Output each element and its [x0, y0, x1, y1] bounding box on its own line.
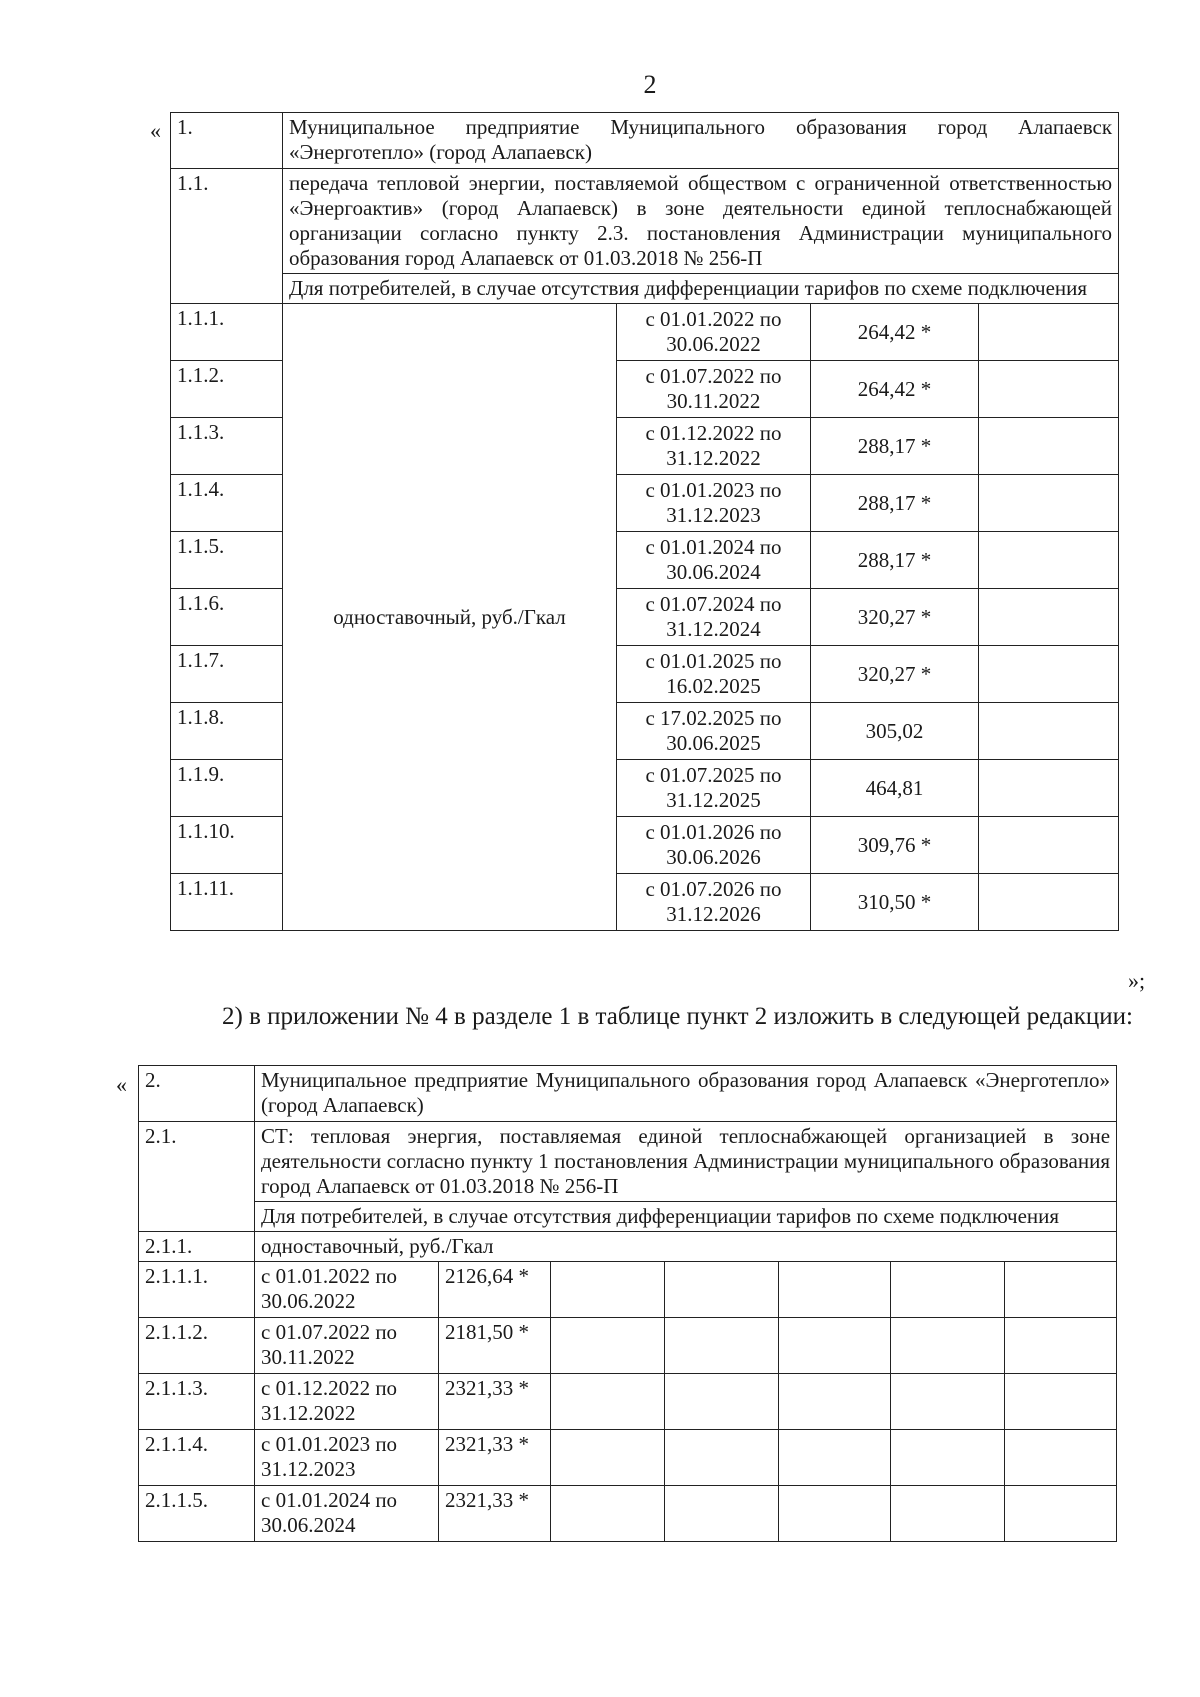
period-cell: с 01.01.2026 по 30.06.2026 [617, 817, 811, 874]
row-number: 1.1.5. [171, 532, 283, 589]
empty-cell [979, 361, 1119, 418]
empty-cell [665, 1262, 779, 1318]
tariff-value: 2126,64 * [439, 1262, 551, 1318]
t1-sub-text: передача тепловой энергии, поставляемой обществом с ограниченной ответственностью «Энергоактив» (город Алапаевск) в зоне деятельности единой теплоснабжающей организации согласно пункту 2.3. постановления Администрации муниципального образования город Алапаевск от 01.03.2018 № 256-П [283, 169, 1119, 274]
empty-cell [665, 1486, 779, 1542]
period-cell: с 01.07.2022 по 30.11.2022 [255, 1318, 439, 1374]
row-number: 1.1.6. [171, 589, 283, 646]
tariff-value: 264,42 * [811, 304, 979, 361]
tariff-value: 320,27 * [811, 646, 979, 703]
t2-consumers: Для потребителей, в случае отсутствия дифференциации тарифов по схеме подключения [255, 1202, 1117, 1232]
period-cell: с 01.01.2025 по 16.02.2025 [617, 646, 811, 703]
tariff-value: 288,17 * [811, 475, 979, 532]
empty-cell [979, 532, 1119, 589]
row-number: 1.1.4. [171, 475, 283, 532]
t1-consumers: Для потребителей, в случае отсутствия дифференциации тарифов по схеме подключения [283, 274, 1119, 304]
close-quote: »; [1128, 968, 1146, 993]
tariff-value: 309,76 * [811, 817, 979, 874]
empty-cell [665, 1318, 779, 1374]
tariff-value: 2321,33 * [439, 1430, 551, 1486]
empty-cell [979, 703, 1119, 760]
period-cell: с 01.07.2022 по 30.11.2022 [617, 361, 811, 418]
tariff-value: 264,42 * [811, 361, 979, 418]
period-cell: с 01.12.2022 по 31.12.2022 [617, 418, 811, 475]
period-cell: с 01.01.2023 по 31.12.2023 [255, 1430, 439, 1486]
empty-cell [665, 1430, 779, 1486]
row-number: 1.1.8. [171, 703, 283, 760]
empty-cell [979, 475, 1119, 532]
empty-cell [551, 1262, 665, 1318]
empty-cell [979, 646, 1119, 703]
row-number: 1.1.10. [171, 817, 283, 874]
row-number: 2.1.1.3. [139, 1374, 255, 1430]
period-cell: с 01.01.2022 по 30.06.2022 [617, 304, 811, 361]
empty-cell [979, 874, 1119, 931]
empty-cell [979, 760, 1119, 817]
period-cell: с 01.01.2022 по 30.06.2022 [255, 1262, 439, 1318]
period-cell: с 01.07.2024 по 31.12.2024 [617, 589, 811, 646]
tariff-value: 2181,50 * [439, 1318, 551, 1374]
tariff-value: 2321,33 * [439, 1374, 551, 1430]
period-cell: с 01.01.2024 по 30.06.2024 [255, 1486, 439, 1542]
page-number: 2 [643, 70, 657, 99]
t2-sub-no: 2.1. [139, 1122, 255, 1232]
row-number: 1.1.2. [171, 361, 283, 418]
empty-cell [979, 817, 1119, 874]
t2-section-no: 2. [139, 1066, 255, 1122]
empty-cell [1005, 1374, 1117, 1430]
empty-cell [779, 1262, 891, 1318]
empty-cell [551, 1374, 665, 1430]
period-cell: с 01.07.2026 по 31.12.2026 [617, 874, 811, 931]
row-number: 1.1.11. [171, 874, 283, 931]
empty-cell [779, 1318, 891, 1374]
empty-cell [551, 1486, 665, 1542]
tariff-value: 288,17 * [811, 418, 979, 475]
empty-cell [1005, 1486, 1117, 1542]
row-number: 1.1.1. [171, 304, 283, 361]
tariff-value: 320,27 * [811, 589, 979, 646]
tariff-value: 2321,33 * [439, 1486, 551, 1542]
tariff-value: 464,81 [811, 760, 979, 817]
table-row [139, 1374, 1117, 1430]
empty-cell [979, 418, 1119, 475]
rate-type: одноставочный, руб./Гкал [283, 304, 617, 931]
empty-cell [979, 304, 1119, 361]
t1-section-no: 1. [171, 113, 283, 169]
empty-cell [891, 1262, 1005, 1318]
row-number: 2.1.1.4. [139, 1430, 255, 1486]
t2-org-name: Муниципальное предприятие Муниципального образования город Алапаевск «Энерготепло» (город Алапаевск) [255, 1066, 1117, 1122]
table-row [139, 1318, 1117, 1374]
period-cell: с 01.07.2025 по 31.12.2025 [617, 760, 811, 817]
tariff-value: 305,02 [811, 703, 979, 760]
t1-org-name: Муниципальное предприятие Муниципального образования город Алапаевск «Энерготепло» (город Алапаевск) [283, 113, 1119, 169]
t2-rate-type: одноставочный, руб./Гкал [255, 1232, 1117, 1262]
period-cell: с 17.02.2025 по 30.06.2025 [617, 703, 811, 760]
empty-cell [551, 1318, 665, 1374]
row-number: 1.1.3. [171, 418, 283, 475]
row-number: 2.1.1.5. [139, 1486, 255, 1542]
t2-sub-text: СТ: тепловая энергия, поставляемая единой теплоснабжающей организацией в зоне деятельности согласно пункту 1 постановления Администрации муниципального образования город Алапаевск от 01.03.2018 № 256-П [255, 1122, 1117, 1202]
period-cell: с 01.12.2022 по 31.12.2022 [255, 1374, 439, 1430]
empty-cell [1005, 1318, 1117, 1374]
empty-cell [1005, 1430, 1117, 1486]
table-row [139, 1430, 1117, 1486]
empty-cell [891, 1430, 1005, 1486]
empty-cell [551, 1430, 665, 1486]
row-number: 1.1.9. [171, 760, 283, 817]
table-row [139, 1486, 1117, 1542]
empty-cell [891, 1318, 1005, 1374]
open-quote-2: « [116, 1072, 127, 1097]
period-cell: с 01.01.2024 по 30.06.2024 [617, 532, 811, 589]
row-number: 2.1.1.1. [139, 1262, 255, 1318]
empty-cell [891, 1374, 1005, 1430]
table-row [171, 304, 1119, 361]
empty-cell [891, 1486, 1005, 1542]
empty-cell [1005, 1262, 1117, 1318]
period-cell: с 01.01.2023 по 31.12.2023 [617, 475, 811, 532]
empty-cell [779, 1430, 891, 1486]
tariff-value: 288,17 * [811, 532, 979, 589]
tariff-value: 310,50 * [811, 874, 979, 931]
amendment-paragraph: 2) в приложении № 4 в разделе 1 в таблице пункт 2 изложить в следующей редакции: [222, 1003, 1133, 1030]
empty-cell [779, 1374, 891, 1430]
t2-rate-no: 2.1.1. [139, 1232, 255, 1262]
tariff-table-2 [138, 1065, 1117, 1542]
open-quote-1: « [150, 118, 161, 143]
tariff-table-1 [170, 112, 1119, 931]
row-number: 1.1.7. [171, 646, 283, 703]
empty-cell [665, 1374, 779, 1430]
empty-cell [779, 1486, 891, 1542]
empty-cell [979, 589, 1119, 646]
table-row [139, 1262, 1117, 1318]
t1-sub-no: 1.1. [171, 169, 283, 304]
row-number: 2.1.1.2. [139, 1318, 255, 1374]
